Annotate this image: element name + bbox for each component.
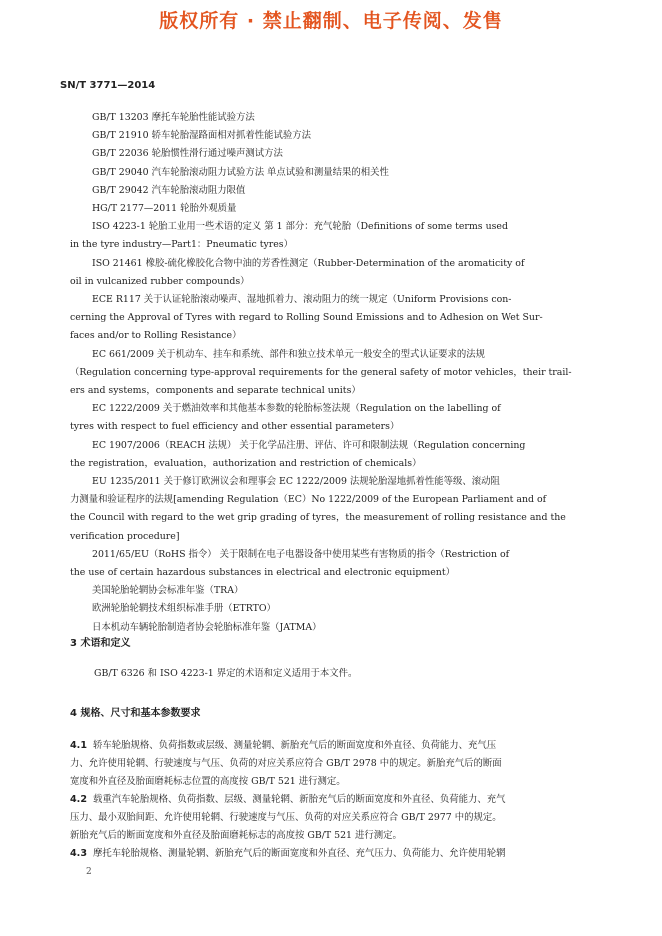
clause-4-1 <box>70 737 582 792</box>
standard-code-header: SN/T 3771—2014 <box>60 80 156 91</box>
section-3-heading: 3 术语和定义 <box>70 638 131 649</box>
ref-item-continuation: cerning the Approval of Tyres with regard to Rolling Sound Emissions and to Adhesion on Wet Sur- <box>70 312 543 324</box>
ref-item-continuation: oil in vulcanized rubber compounds） <box>70 275 250 287</box>
ref-item: ECE R117 关于认证轮胎滚动噪声、湿地抓着力、滚动阻力的统一规定（Uniform Provisions con- <box>92 294 512 306</box>
ref-item-continuation: 力测量和验证程序的法规[amending Regulation（EC）No 1222/2009 of the European Parliament and of <box>70 494 547 506</box>
ref-item-continuation: tyres with respect to fuel efficiency and other essential parameters） <box>70 421 400 433</box>
clause-4-2 <box>70 791 582 846</box>
ref-item: ISO 21461 橡胶-硫化橡胶化合物中油的芳香性测定（Rubber-Determination of the aromaticity of <box>92 257 525 269</box>
clause-text: 压力、最小双胎间距、允许使用轮辋、行驶速度与气压、负荷的对应关系应符合 GB/T 2977 中的规定。 <box>70 812 502 824</box>
ref-item-continuation: the Council with regard to the wet grip grading of tyres，the measurement of rolling resistance and the <box>70 512 566 524</box>
ref-item-continuation: ers and systems，components and separate technical units） <box>70 385 361 397</box>
ref-item-continuation: the use of certain hazardous substances in electrical and electronic equipment） <box>70 567 455 579</box>
clause-text: 摩托车轮胎规格、测量轮辋、新胎充气后的断面宽度和外直径、充气压力、负荷能力、允许使用轮辋 <box>92 848 506 859</box>
ref-item: EC 1907/2006（REACH 法规） 关于化学品注册、评估、许可和限制法规（Regulation concerning <box>92 439 526 451</box>
ref-item: 日本机动车辆轮胎制造者协会轮胎标准年鉴（JATMA） <box>92 621 322 633</box>
ref-item: 2011/65/EU（RoHS 指令） 关于限制在电子电器设备中使用某些有害物质的指令（Restriction of <box>92 548 510 560</box>
section-3-text <box>70 665 582 683</box>
normative-references-list <box>70 109 582 637</box>
clause-number: 4.2 <box>70 794 87 805</box>
ref-item: GB/T 22036 轮胎惯性滑行通过噪声测试方法 <box>92 148 283 160</box>
ref-item: GB/T 21910 轿车轮胎湿路面相对抓着性能试验方法 <box>92 130 311 142</box>
clause-text: 轿车轮胎规格、负荷指数或层级、测量轮辋、新胎充气后的断面宽度和外直径、负荷能力、充气压 <box>92 740 497 751</box>
ref-item: ISO 4223-1 轮胎工业用一些术语的定义 第 1 部分：充气轮胎（Definitions of some terms used <box>92 221 508 233</box>
section-4-heading: 4 规格、尺寸和基本参数要求 <box>70 708 201 719</box>
ref-item-continuation: faces and/or to Rolling Resistance） <box>70 330 242 342</box>
clause-text: 力、允许使用轮辋、行驶速度与气压、负荷的对应关系应符合 GB/T 2978 中的规定。新胎充气后的断面 <box>70 758 502 770</box>
ref-item: 美国轮胎轮辋协会标准年鉴（TRA） <box>92 585 244 597</box>
ref-item-continuation: in the tyre industry—Part1：Pneumatic tyres） <box>70 239 293 251</box>
ref-item: EU 1235/2011 关于修订欧洲议会和理事会 EC 1222/2009 法规轮胎湿地抓着性能等级、滚动阻 <box>92 476 500 488</box>
clause-text: 新胎充气后的断面宽度和外直径及胎面磨耗标志的高度按 GB/T 521 进行测定。 <box>70 830 402 842</box>
page-number: 2 <box>86 867 92 877</box>
ref-item: HG/T 2177—2011 轮胎外观质量 <box>92 203 237 215</box>
copyright-watermark: 版权所有 · 禁止翻制、电子传阅、发售 <box>159 10 503 32</box>
ref-item: EC 661/2009 关于机动车、挂车和系统、部件和独立技术单元一般安全的型式认证要求的法规 <box>92 348 486 360</box>
clause-number: 4.1 <box>70 740 87 751</box>
clause-text: 宽度和外直径及胎面磨耗标志位置的高度按 GB/T 521 进行测定。 <box>70 776 346 788</box>
ref-item: GB/T 13203 摩托车轮胎性能试验方法 <box>92 112 255 123</box>
ref-item-continuation: verification procedure] <box>70 530 180 542</box>
ref-item: GB/T 29042 汽车轮胎滚动阻力限值 <box>92 184 246 196</box>
clause-text: 载重汽车轮胎规格、负荷指数、层级、测量轮辋、新胎充气后的断面宽度和外直径、负荷能力、充气 <box>92 794 506 805</box>
section-3-line: GB/T 6326 和 ISO 4223-1 界定的术语和定义适用于本文件。 <box>94 668 358 679</box>
ref-item-continuation: the registration，evaluation，authorization and restriction of chemicals） <box>70 457 422 469</box>
clause-4-3 <box>70 845 582 863</box>
ref-item-continuation: （Regulation concerning type-approval requirements for the general safety of motor vehicles，their trail- <box>70 366 572 378</box>
ref-item: GB/T 29040 汽车轮胎滚动阻力试验方法 单点试验和测量结果的相关性 <box>92 166 389 178</box>
ref-item: 欧洲轮胎轮辋技术组织标准手册（ETRTO） <box>92 603 276 615</box>
ref-item: EC 1222/2009 关于燃油效率和其他基本参数的轮胎标签法规（Regulation on the labelling of <box>92 403 501 415</box>
clause-number: 4.3 <box>70 848 87 859</box>
